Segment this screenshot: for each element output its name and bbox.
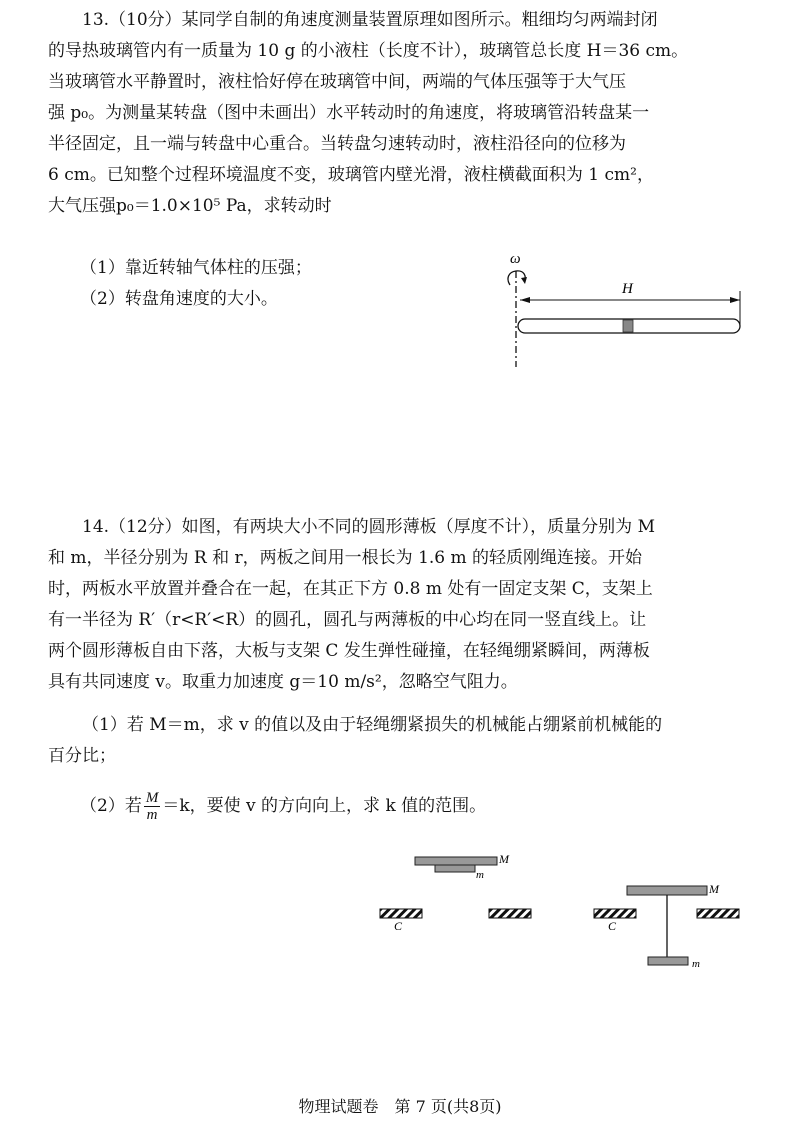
fraction-denominator: m bbox=[146, 807, 158, 823]
big-plate-initial bbox=[415, 857, 497, 865]
small-plate-label-after: m bbox=[692, 958, 700, 970]
q13-part1: （1）靠近转轴气体柱的压强； bbox=[80, 258, 312, 278]
big-plate-label-after: M bbox=[709, 882, 719, 896]
q13-line: 6 cm。已知整个过程环境温度不变，玻璃管内壁光滑，液柱横截面积为 1 cm²， bbox=[48, 165, 654, 185]
support-label: C bbox=[394, 919, 403, 933]
q13-line: 强 p₀。为测量某转盘（图中未画出）水平转动时的角速度，将玻璃管沿转盘某一 bbox=[48, 103, 650, 123]
q14-part2-prefix: （2）若 bbox=[80, 796, 142, 816]
support-label-after: C bbox=[608, 919, 617, 933]
q14-part2 bbox=[80, 790, 486, 823]
q14-line: 14.（12分）如图，有两块大小不同的圆形薄板（厚度不计），质量分别为 M bbox=[82, 517, 655, 537]
q14-stem bbox=[48, 512, 760, 698]
omega-label: ω bbox=[510, 251, 521, 267]
arrowhead-icon bbox=[521, 277, 527, 284]
q13-part2: （2）转盘角速度的大小。 bbox=[80, 289, 278, 309]
q14-figure bbox=[370, 850, 750, 975]
liquid-column bbox=[623, 320, 633, 332]
small-plate-initial bbox=[435, 865, 475, 872]
support-right-part-after bbox=[697, 909, 739, 918]
q14-line: 和 m，半径分别为 R 和 r，两板之间用一根长为 1.6 m 的轻质刚绳连接。开始 bbox=[48, 548, 643, 568]
dimension-arrow-right-icon bbox=[730, 297, 740, 303]
q14-line: 时，两板水平放置并叠合在一起，在其正下方 0.8 m 处有一固定支架 C，支架上 bbox=[48, 579, 653, 599]
q14-part2-suffix: ＝k，要使 v 的方向向上，求 k 值的范围。 bbox=[162, 796, 487, 816]
q14-part1-line: （1）若 M＝m，求 v 的值以及由于轻绳绷紧损失的机械能占绷紧前机械能的 bbox=[82, 715, 663, 735]
q13-line: 当玻璃管水平静置时，液柱恰好停在玻璃管中间，两端的气体压强等于大气压 bbox=[48, 72, 626, 92]
mass-ratio-fraction bbox=[144, 790, 161, 823]
q13-line: 大气压强p₀＝1.0×10⁵ Pa，求转动时 bbox=[48, 196, 332, 216]
support-left-part bbox=[380, 909, 422, 918]
big-plate-after bbox=[627, 886, 707, 895]
q13-line: 13.（10分）某同学自制的角速度测量装置原理如图所示。粗细均匀两端封闭 bbox=[82, 10, 658, 30]
support-left-part-after bbox=[594, 909, 636, 918]
page-footer: 物理试题卷 第 7 页(共8页) bbox=[298, 1097, 502, 1116]
q14-line: 有一半径为 R′（r<R′<R）的圆孔，圆孔与两薄板的中心均在同一竖直线上。让 bbox=[48, 610, 647, 630]
q13-figure bbox=[490, 245, 760, 370]
q13-line: 半径固定，且一端与转盘中心重合。当转盘匀速转动时，液柱沿径向的位移为 bbox=[48, 134, 626, 154]
q14-part1 bbox=[48, 710, 760, 772]
big-plate-label: M bbox=[499, 852, 509, 866]
length-label: H bbox=[622, 281, 633, 297]
q14-part1-line: 百分比； bbox=[48, 746, 116, 766]
q14-line: 两个圆形薄板自由下落，大板与支架 C 发生弹性碰撞，在轻绳绷紧瞬间，两薄板 bbox=[48, 641, 650, 661]
q13-stem bbox=[48, 5, 760, 222]
dimension-arrow-left-icon bbox=[520, 297, 530, 303]
fraction-numerator: M bbox=[145, 790, 159, 806]
q13-line: 的导热玻璃管内有一质量为 10 g 的小液柱（长度不计），玻璃管总长度 H＝36 cm。 bbox=[48, 41, 689, 61]
small-plate-after bbox=[648, 957, 688, 965]
support-right-part bbox=[489, 909, 531, 918]
q14-line: 具有共同速度 v。取重力加速度 g＝10 m/s²，忽略空气阻力。 bbox=[48, 672, 518, 692]
small-plate-label: m bbox=[476, 869, 484, 881]
